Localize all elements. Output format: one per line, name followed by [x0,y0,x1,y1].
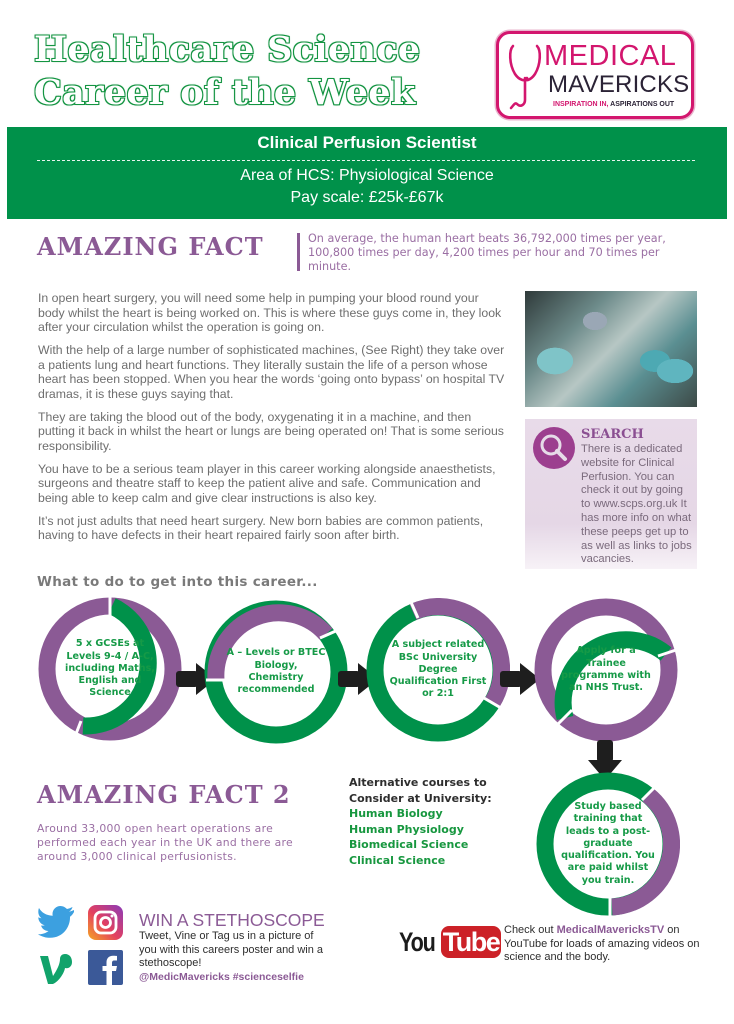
amazing-fact-2-text: Around 33,000 open heart operations are performed each year in the UK and there are around 3,000 clinical perfusionists. [37,822,293,863]
course-item: Human Biology [349,807,443,820]
youtube-you: You [399,927,435,957]
search-callout [525,419,697,569]
medical-mavericks-logo [496,31,694,119]
alternatives-heading-2: Consider at University: [349,791,492,805]
social-tags[interactable]: @MedicMavericks #scienceselfie [139,971,304,983]
paragraph: They are taking the blood out of the body, oxygenating it in a machine, and then putting it back in whilst the heart or lungs are being operated on! That is some serious responsibility. [38,409,504,453]
logo-mavericks: MAVERICKS [548,71,690,98]
career-description [38,291,508,551]
amazing-fact-2-heading: AMAZING FACT 2 [37,780,291,809]
win-stethoscope-text: Tweet, Vine or Tag us in a picture of you with this careers poster and win a stethoscope! [139,930,324,970]
title-line-2: Career of the Week [34,72,416,113]
vine-icon[interactable] [38,950,73,985]
step-1-text: 5 x GCSEs at Levels 9-4 / A-C, including Maths, English and Science [65,638,155,699]
pay-scale: Pay scale: £25k-£67k [290,189,444,206]
step-4 [534,598,678,742]
paragraph: You have to be a serious team player in this career working alongside anaesthetists, surgeons and theatre staff to keep the patient alive and safe. Communication and being able to keep calm and give clear instructions is also key. [38,461,496,505]
search-text: There is a dedicated website for Clinical Perfusion. You can check it out by going to www.scps.org.uk It has more info on what these peeps get up to as well as links to jobs vacancies. [581,443,692,566]
win-stethoscope-heading: WIN A STETHOSCOPE [139,910,325,930]
social-icons [38,905,128,991]
course-item: Human Physiology [349,822,464,836]
search-heading: SEARCH [581,427,644,442]
stethoscope-icon [507,42,543,116]
magnifier-icon [533,427,575,469]
instagram-icon[interactable] [88,905,123,940]
step-2 [204,600,348,744]
amazing-fact-heading: AMAZING FACT [37,232,264,261]
dashed-divider [37,160,695,161]
step-5 [536,772,680,916]
fact-divider [297,233,300,271]
paragraph: In open heart surgery, you will need some help in pumping your blood round your body whilst the heart is being worked on. This is where these guys come in, they look after your circulation whilst the operation is going on. [38,291,502,334]
youtube-channel-link[interactable]: MedicalMavericksTV [556,924,665,936]
paragraph: With the help of a large number of sophisticated machines, (See Right) they take over a patients lung and heart functions. They literally sustain the life of a person whose heart has been stopped. When you hear the words ‘going onto bypass’ on hospital TV dramas, it is these guys saying that. [38,343,505,401]
logo-medical: MEDICAL [544,40,677,72]
title-line-1: Healthcare Science [34,29,421,70]
step-4-text: Apply for a Trainee programme with an NHS Trust. [561,645,651,694]
step-1 [38,597,182,741]
twitter-icon[interactable] [38,905,73,940]
course-item: Clinical Science [349,853,446,867]
youtube-text: Check out MedicalMavericksTV on YouTube for loads of amazing videos on science and the body. [504,924,700,963]
logo-tagline: INSPIRATION IN, ASPIRATIONS OUT [553,101,675,108]
amazing-fact-text: On average, the human heart beats 36,792,000 times per year, 100,800 times per day, 4,200 times per hour and 70 times per minute. [308,232,666,273]
course-item: Biomedical Science [349,838,469,851]
step-2-text: A – Levels or BTEC Biology, Chemistry recommended [226,647,326,696]
job-banner [7,127,727,219]
alternative-courses [349,775,492,868]
job-title: Clinical Perfusion Scientist [257,133,477,152]
step-3 [366,598,510,742]
steps-heading: What to do to get into this career... [37,574,318,590]
step-5-text: Study based training that leads to a post-graduate qualification. You are paid whilst you train. [561,800,655,886]
youtube-tube: Tube [442,927,500,957]
alternatives-heading-1: Alternative courses to [349,776,487,789]
operating-theatre-photo [525,291,697,407]
step-3-text: A subject related BSc University Degree Qualification First or 2:1 [389,639,487,700]
hcs-area: Area of HCS: Physiological Science [240,167,494,184]
facebook-icon[interactable] [88,950,123,985]
paragraph: It’s not just adults that need heart surgery. New born babies are common patients, having to have defects in their heart repaired fairly soon after birth. [38,513,484,542]
page-title [34,28,420,114]
